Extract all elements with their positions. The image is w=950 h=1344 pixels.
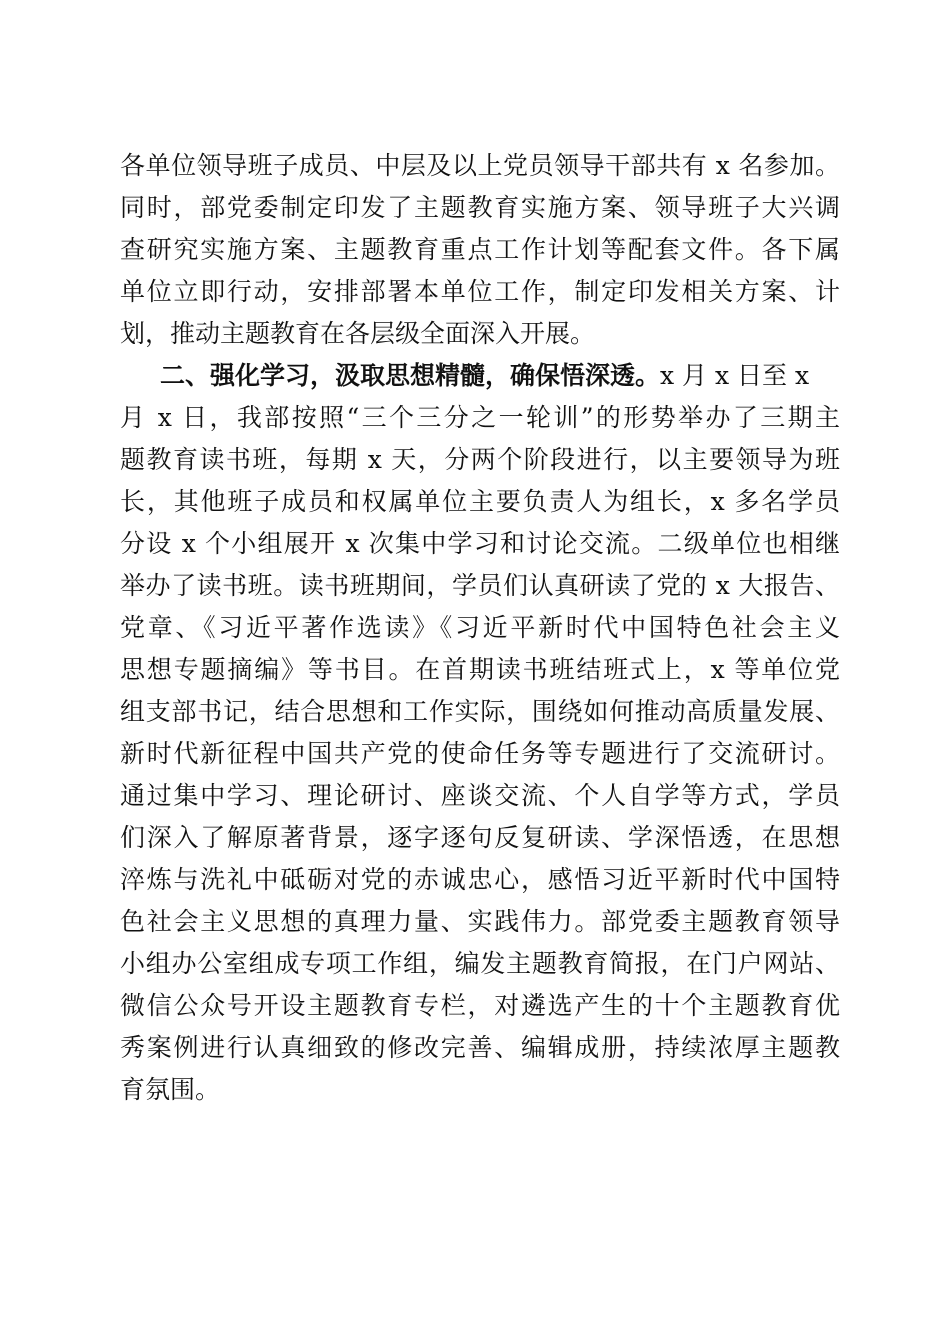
paragraph-1-line: 同时，部党委制定印发了主题教育实施方案、领导班子大兴调 bbox=[120, 193, 840, 222]
paragraph-1-line: 划，推动主题教育在各层级全面深入开展。 bbox=[120, 319, 596, 348]
paragraph-2-line: 微信公众号开设主题教育专栏，对遴选产生的十个主题教育优 bbox=[120, 991, 840, 1020]
paragraph-2-line: 育氛围。 bbox=[120, 1075, 221, 1104]
paragraph-2-line: 淬炼与洗礼中砥砺对党的赤诚忠心，感悟习近平新时代中国特 bbox=[120, 865, 840, 894]
paragraph-2-line: 们深入了解原著背景，逐字逐句反复研读、学深悟透，在思想 bbox=[120, 823, 840, 852]
body-text bbox=[120, 145, 840, 1111]
paragraph-2-line: 新时代新征程中国共产党的使命任务等专题进行了交流研讨。 bbox=[120, 739, 840, 768]
paragraph-2-first-line-text: x 月 x 日至 x bbox=[660, 361, 810, 390]
paragraph-1-line: 各单位领导班子成员、中层及以上党员领导干部共有 x 名参加。 bbox=[120, 151, 840, 180]
paragraph-2-line: 思想专题摘编》等书目。在首期读书班结班式上，x 等单位党 bbox=[120, 655, 840, 684]
paragraph-2-line: 秀案例进行认真细致的修改完善、编辑成册，持续浓厚主题教 bbox=[120, 1033, 840, 1062]
paragraph-2-line: 通过集中学习、理论研讨、座谈交流、个人自学等方式，学员 bbox=[120, 781, 840, 810]
paragraph-2-line: 小组办公室组成专项工作组，编发主题教育简报，在门户网站、 bbox=[120, 949, 840, 978]
section-heading: 二、强化学习，汲取思想精髓，确保悟深透。 bbox=[160, 361, 661, 390]
paragraph-2-first-line bbox=[120, 355, 840, 397]
paragraph-2-line: 月 x 日，我部按照“三个三分之一轮训”的形势举办了三期主 bbox=[120, 403, 840, 432]
paragraph-2-line: 色社会主义思想的真理力量、实践伟力。部党委主题教育领导 bbox=[120, 907, 840, 936]
paragraph-2-line: 题教育读书班，每期 x 天，分两个阶段进行，以主要领导为班 bbox=[120, 445, 840, 474]
paragraph-2-line: 举办了读书班。读书班期间，学员们认真研读了党的 x 大报告、 bbox=[120, 571, 840, 600]
paragraph-1-line: 单位立即行动，安排部署本单位工作，制定印发相关方案、计 bbox=[120, 277, 840, 306]
paragraph-2-line: 分设 x 个小组展开 x 次集中学习和讨论交流。二级单位也相继 bbox=[120, 529, 840, 558]
paragraph-2-line: 长，其他班子成员和权属单位主要负责人为组长，x 多名学员 bbox=[120, 487, 840, 516]
paragraph-2-line: 党章、《习近平著作选读》《习近平新时代中国特色社会主义 bbox=[120, 613, 840, 642]
paragraph-2-line: 组支部书记，结合思想和工作实际，围绕如何推动高质量发展、 bbox=[120, 697, 840, 726]
paragraph-1-line: 查研究实施方案、主题教育重点工作计划等配套文件。各下属 bbox=[120, 235, 840, 264]
